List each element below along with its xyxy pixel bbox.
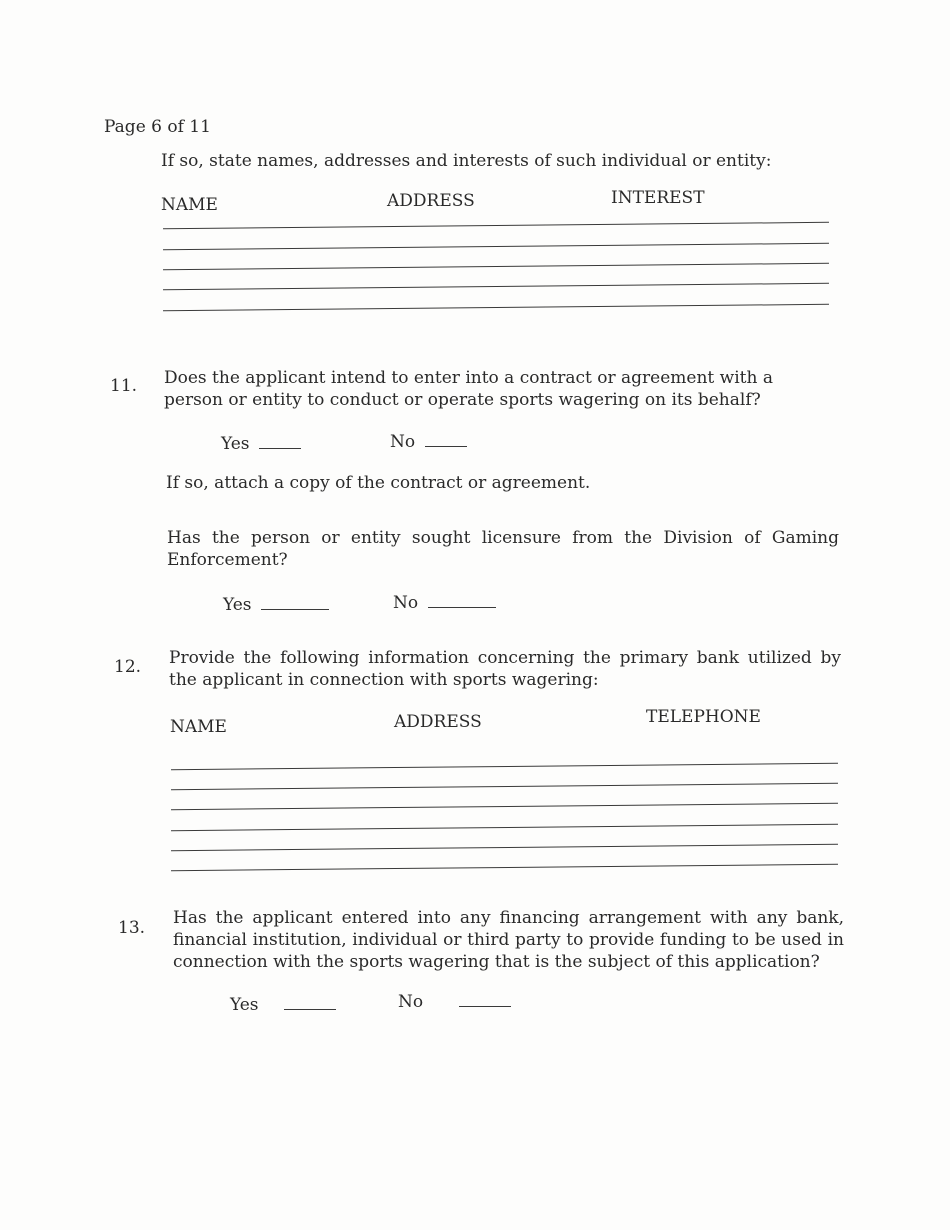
q11-followup-no-blank[interactable] — [428, 606, 496, 608]
interests-col-interest: INTEREST — [611, 188, 705, 208]
interests-col-address: ADDRESS — [387, 191, 475, 211]
page-label: Page 6 of 11 — [104, 117, 211, 137]
q12-col-address: ADDRESS — [394, 712, 482, 732]
q13-no-blank[interactable] — [459, 1005, 511, 1007]
q12-col-telephone: TELEPHONE — [646, 707, 761, 727]
bank-entry-line[interactable] — [171, 783, 838, 790]
q13-no — [398, 991, 511, 1013]
q11-no — [390, 431, 467, 453]
q11-attach-note: If so, attach a copy of the contract or agreement. — [166, 473, 591, 493]
q11-followup-yes — [223, 594, 329, 616]
bank-entry-line[interactable] — [171, 763, 838, 770]
q12-number: 12. — [114, 657, 142, 677]
interests-col-name: NAME — [161, 195, 218, 215]
bank-entry-line[interactable] — [171, 844, 838, 851]
q13-yes-label: Yes — [230, 995, 259, 1015]
q13-no-label: No — [398, 992, 424, 1012]
interests-entry-line[interactable] — [163, 304, 829, 311]
q11-followup: Has the person or entity sought licensure from the Division of Gaming Enforcement? — [167, 528, 839, 570]
q11-no-blank[interactable] — [425, 445, 467, 447]
bank-entry-line[interactable] — [171, 803, 838, 810]
q12-col-name: NAME — [170, 717, 227, 737]
q13-yes-blank[interactable] — [284, 1008, 336, 1010]
q13-number: 13. — [118, 918, 146, 938]
q13-yes — [230, 994, 336, 1016]
q11-yes — [221, 433, 301, 455]
q11-yes-label: Yes — [221, 434, 250, 454]
interests-entry-line[interactable] — [163, 283, 829, 290]
q11-followup-yes-blank[interactable] — [261, 608, 329, 610]
q11-followup-no-label: No — [393, 593, 419, 613]
interests-entry-line[interactable] — [163, 243, 829, 250]
bank-entry-line[interactable] — [171, 864, 838, 871]
interests-prompt: If so, state names, addresses and interests of such individual or entity: — [161, 151, 772, 171]
q12-question: Provide the following information concerning the primary bank utilized by the applicant in connection with sports wagering: — [169, 648, 841, 690]
q11-question: Does the applicant intend to enter into a contract or agreement with a person or entity to conduct or operate sports wagering on its behalf? — [164, 368, 773, 410]
q11-followup-yes-label: Yes — [223, 595, 252, 615]
q11-number: 11. — [110, 376, 138, 396]
bank-entry-line[interactable] — [171, 824, 838, 831]
q11-no-label: No — [390, 432, 416, 452]
q11-yes-blank[interactable] — [259, 447, 301, 449]
q13-question: Has the applicant entered into any financing arrangement with any bank, financial institution, individual or third party to provide funding to be used in connection with the sports wagering that is the subject of this application? — [173, 908, 844, 972]
interests-entry-line[interactable] — [163, 222, 829, 229]
interests-entry-line[interactable] — [163, 263, 829, 270]
q11-followup-no — [393, 592, 496, 614]
